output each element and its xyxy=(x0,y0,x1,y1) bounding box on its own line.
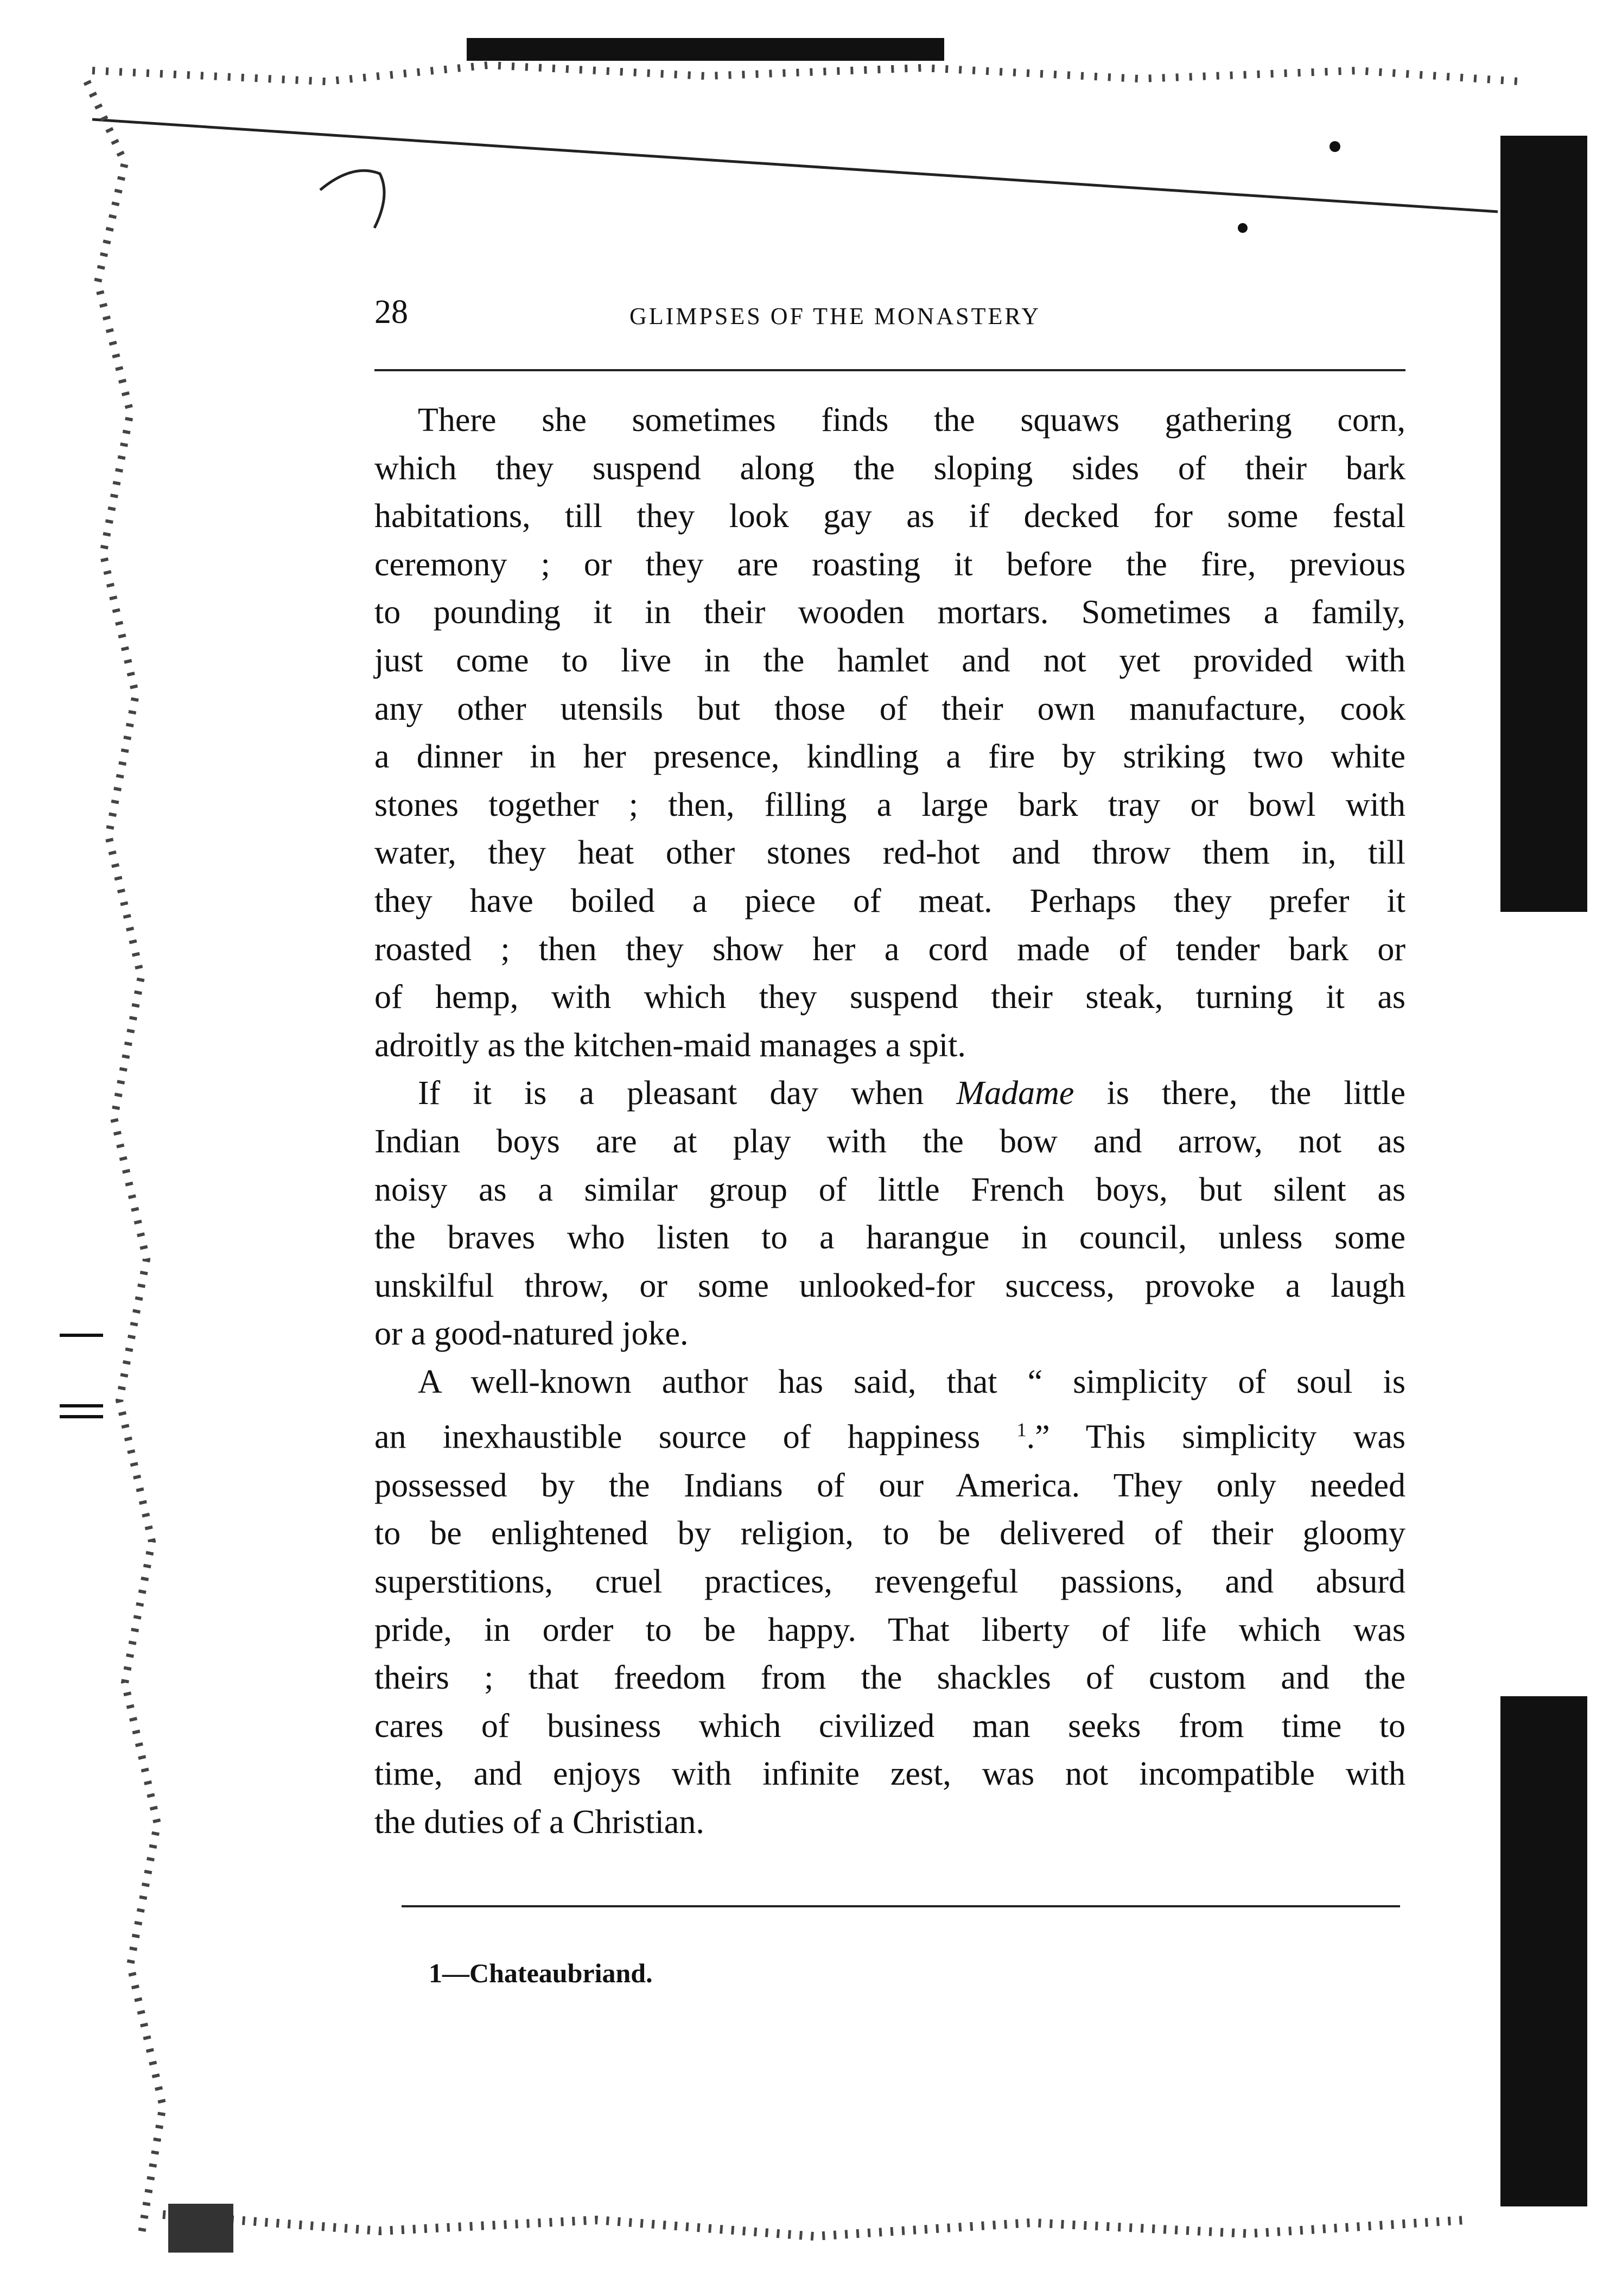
text-line: theirs ; that freedom from the shackles of custom and the xyxy=(374,1659,1405,1697)
text-line: just come to live in the hamlet and not yet provided with xyxy=(374,642,1405,679)
paragraph-1 xyxy=(374,396,1405,1069)
pencil-mark xyxy=(320,170,384,228)
speckled-left-edge xyxy=(87,81,163,2236)
text-line: the braves who listen to a harangue in council, unless some xyxy=(374,1219,1405,1257)
page-header xyxy=(374,290,1395,334)
text-line: pride, in order to be happy. That liberty of life which was xyxy=(374,1611,1405,1648)
speckled-bottom-edge xyxy=(163,2215,1465,2236)
text-line: a dinner in her presence, kindling a fire by striking two white xyxy=(374,738,1405,776)
text-line: Indian boys are at play with the bow and arrow, not as xyxy=(374,1122,1405,1160)
body-text xyxy=(374,396,1405,1846)
text-line xyxy=(374,1406,1405,1461)
text-line: the duties of a Christian. xyxy=(374,1803,704,1841)
text-line: roasted ; then they show her a cord made of tender bark or xyxy=(374,930,1405,968)
text-fragment: is there, the little xyxy=(1074,1075,1406,1112)
top-scan-bar xyxy=(467,38,944,61)
text-line: cares of business which civilized man seeks from time to xyxy=(374,1707,1405,1745)
text-fragment: an inexhaustible source of happiness xyxy=(374,1419,1017,1456)
ink-dot xyxy=(1238,223,1248,233)
text-line: A well-known author has said, that “ simplicity of soul is xyxy=(418,1363,1405,1400)
text-line: unskilful throw, or some unlooked-for success, provoke a laugh xyxy=(374,1267,1405,1304)
paragraph-3 xyxy=(374,1358,1405,1847)
page-number: 28 xyxy=(374,294,408,331)
text-line: adroitly as the kitchen-maid manages a spit. xyxy=(374,1026,966,1064)
text-line: stones together ; then, filling a large bark tray or bowl with xyxy=(374,786,1405,823)
text-line: to be enlightened by religion, to be delivered of their gloomy xyxy=(374,1515,1405,1552)
bottom-left-dark-blot xyxy=(168,2204,233,2253)
paragraph-2 xyxy=(374,1069,1405,1358)
emphasis-madame: Madame xyxy=(956,1075,1074,1112)
right-scan-bar-lower xyxy=(1500,1696,1587,2206)
right-scan-bar-upper xyxy=(1500,136,1587,912)
text-line: noisy as a similar group of little French boys, but silent as xyxy=(374,1171,1405,1208)
text-fragment: .” This simplicity was xyxy=(1026,1419,1405,1456)
text-line: superstitions, cruel practices, revengeful passions, and absurd xyxy=(374,1563,1405,1600)
speckled-top-edge xyxy=(92,65,1519,81)
footnote-rule xyxy=(402,1905,1400,1907)
running-head: GLIMPSES OF THE MONASTERY xyxy=(629,303,1041,329)
footnote-reference: 1 xyxy=(1016,1419,1027,1441)
text-line: ceremony ; or they are roasting it before the fire, previous xyxy=(374,546,1405,583)
text-line: water, they heat other stones red-hot and throw them in, till xyxy=(374,834,1405,872)
diagonal-scan-line xyxy=(92,119,1498,212)
text-line: they have boiled a piece of meat. Perhaps they prefer it xyxy=(374,882,1405,919)
footnote-text: —Chateaubriand. xyxy=(442,1958,653,1988)
text-line: or a good-natured joke. xyxy=(374,1315,689,1353)
text-line: of hemp, with which they suspend their steak, turning it as xyxy=(374,979,1405,1016)
ink-dot xyxy=(1330,141,1340,152)
text-line: to pounding it in their wooden mortars. Sometimes a family, xyxy=(374,594,1405,631)
footnote-marker: 1 xyxy=(429,1958,442,1988)
text-line: which they suspend along the sloping sides of their bark xyxy=(374,449,1405,487)
text-line: possessed by the Indians of our America. They only needed xyxy=(374,1467,1405,1504)
text-fragment: If it is a pleasant day when xyxy=(418,1075,957,1112)
text-line: any other utensils but those of their own manufacture, cook xyxy=(374,690,1405,727)
text-line xyxy=(374,1069,1405,1118)
footnote xyxy=(429,1954,653,1992)
text-line: There she sometimes finds the squaws gathering corn, xyxy=(418,402,1405,439)
text-line: habitations, till they look gay as if decked for some festal xyxy=(374,498,1405,535)
text-line: time, and enjoys with infinite zest, was not incompatible with xyxy=(374,1755,1405,1793)
header-rule xyxy=(374,369,1405,371)
